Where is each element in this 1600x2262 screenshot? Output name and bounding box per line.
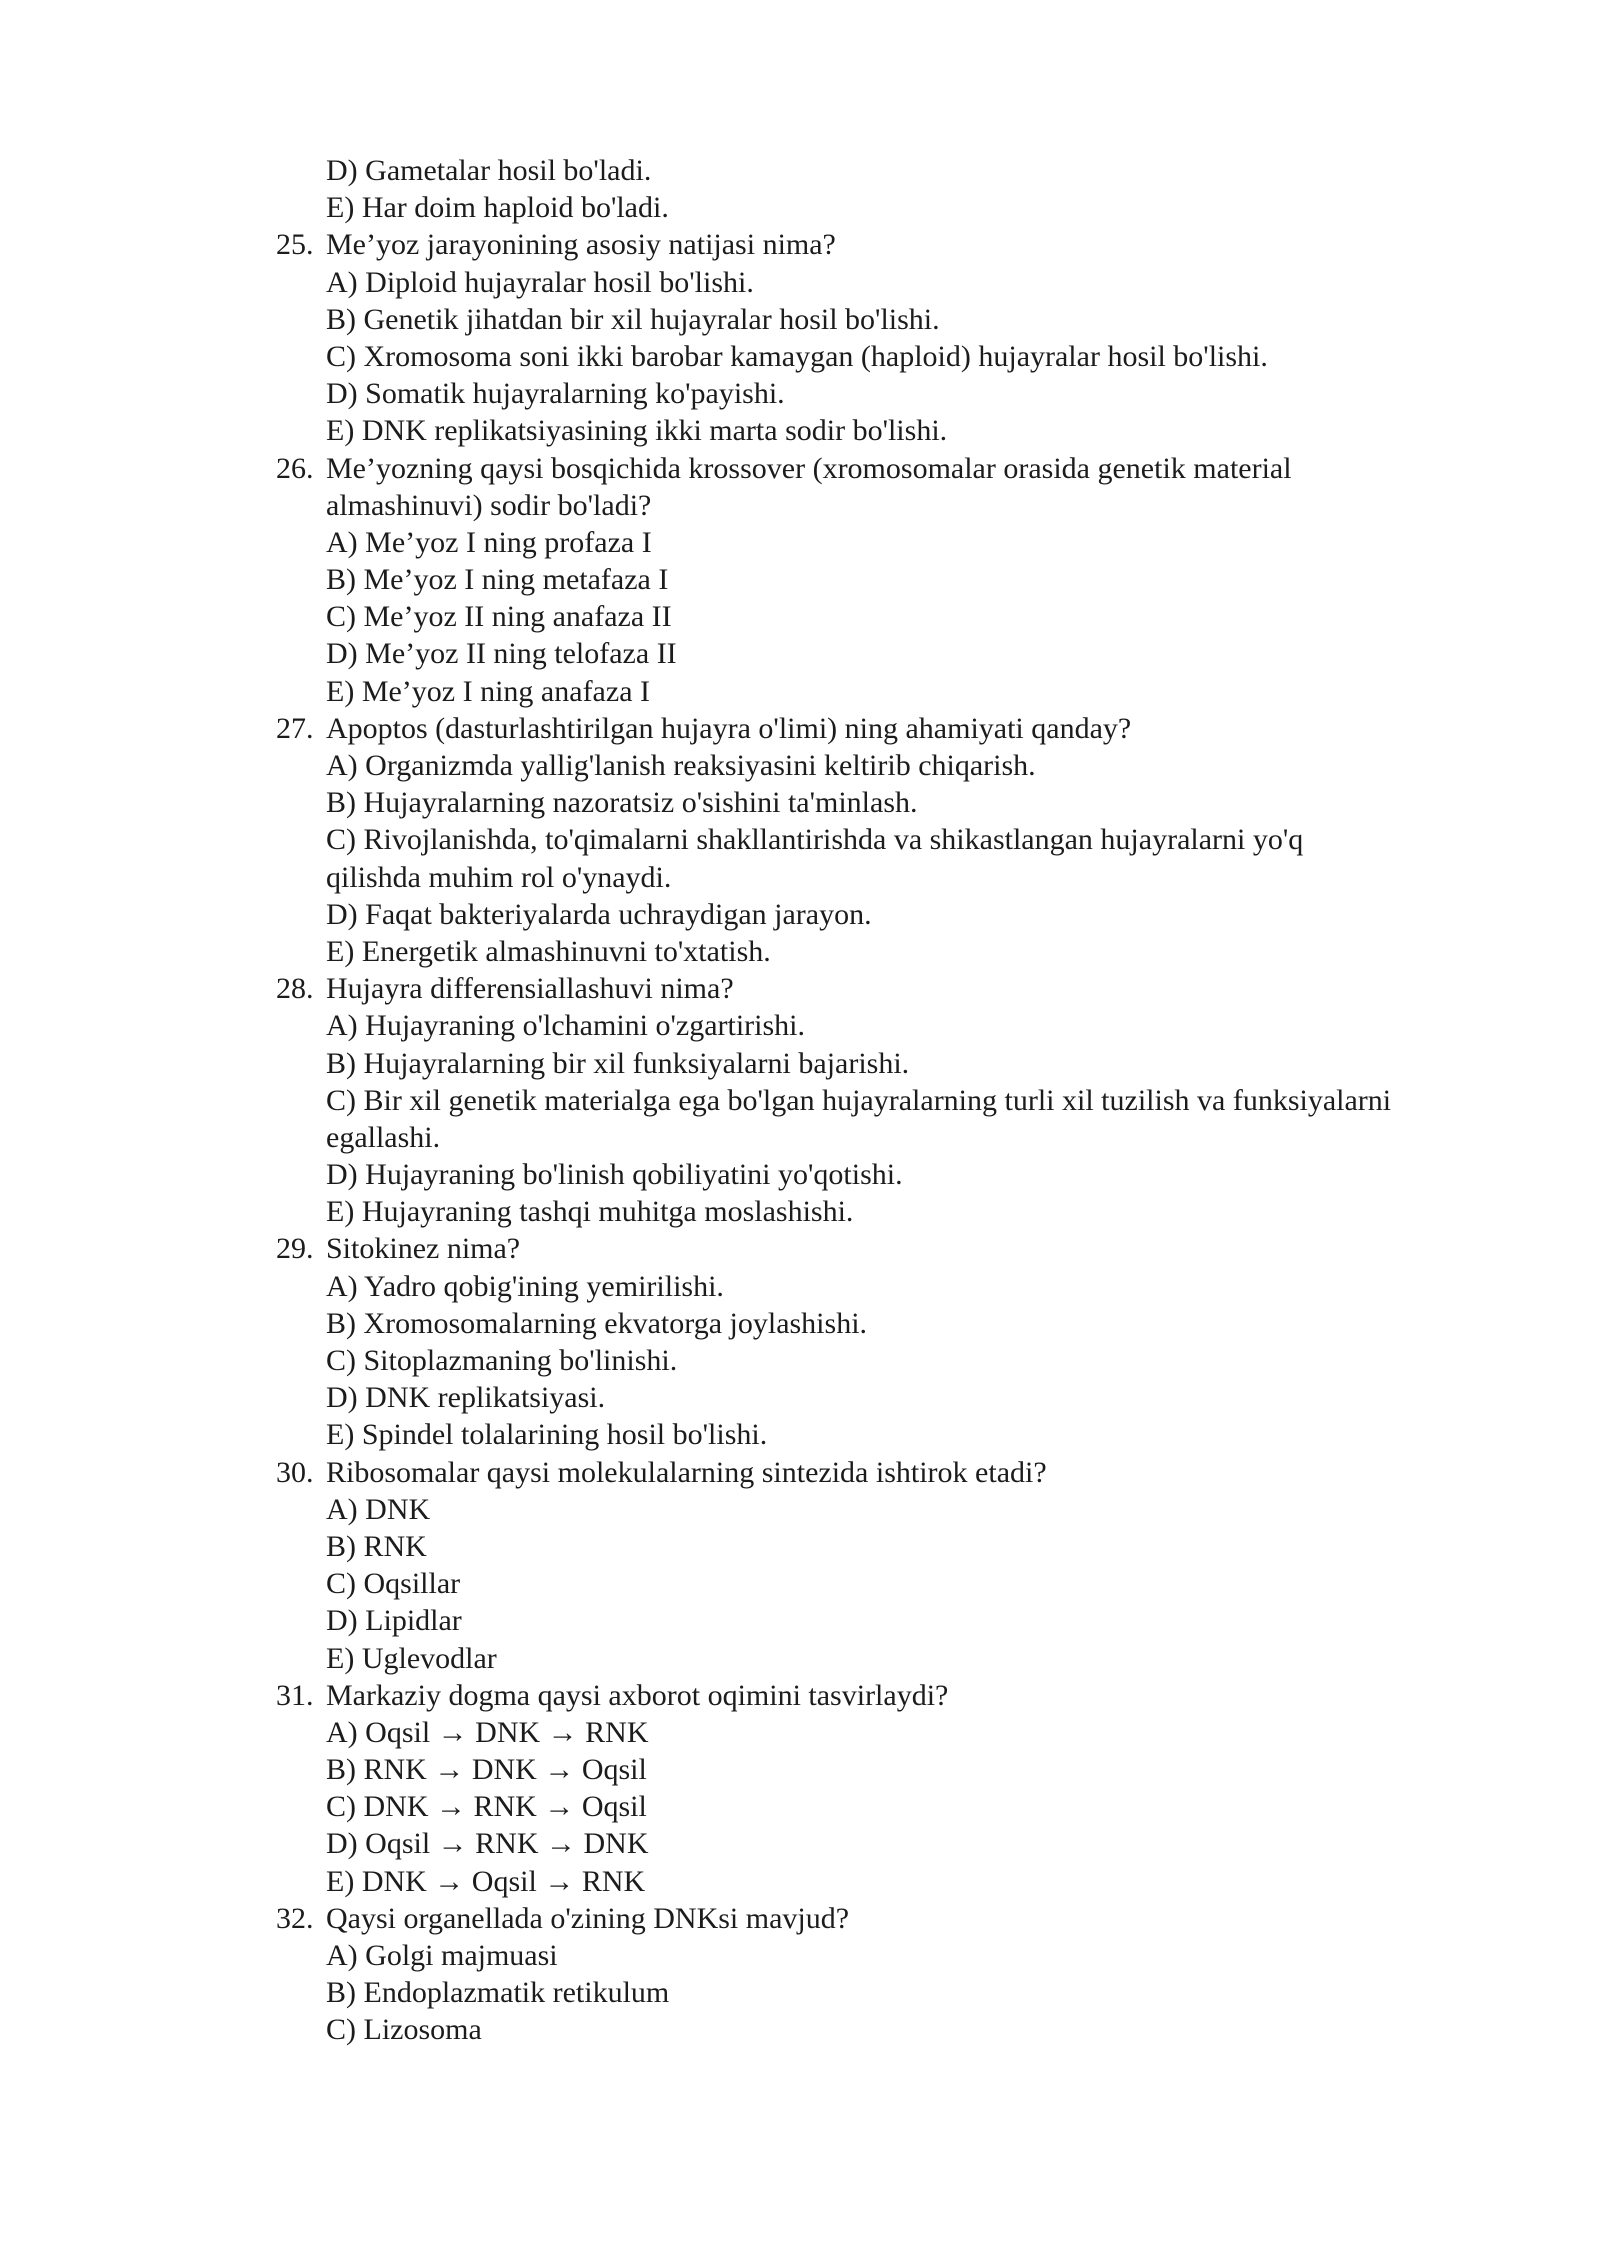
answer-option: B) Xromosomalarning ekvatorga joylashishi. [326, 1306, 868, 1340]
answer-option: A) DNK [326, 1492, 431, 1526]
answer-option: B) Genetik jihatdan bir xil hujayralar hosil bo'lishi. [326, 302, 940, 336]
answer-option: C) Lizosoma [326, 2013, 482, 2047]
answer-option: D) Hujayraning bo'linish qobiliyatini yo'qotishi. [326, 1158, 903, 1192]
answer-option: E) DNK → Oqsil → RNK [326, 1864, 646, 1898]
question-27 [276, 710, 1496, 747]
answer-option: D) Me’yoz II ning telofaza II [326, 637, 677, 671]
answer-option: A) Me’yoz I ning profaza I [326, 525, 652, 559]
question-number: 31. [276, 1678, 314, 1712]
question-number: 26. [276, 451, 314, 485]
answer-option: C) Bir xil genetik materialga ega bo'lgan hujayralarning turli xil tuzilish va funksiyalarni [326, 1083, 1392, 1117]
question-31 [276, 1677, 1496, 1714]
answer-option: D) Faqat bakteriyalarda uchraydigan jarayon. [326, 897, 872, 931]
answer-option: D) Oqsil → RNK → DNK [326, 1827, 649, 1861]
answer-option: B) Hujayralarning nazoratsiz o'sishini ta'minlash. [326, 786, 918, 820]
question-text: Sitokinez nima? [326, 1232, 521, 1266]
answer-option: C) Sitoplazmaning bo'linishi. [326, 1344, 678, 1377]
question-26 [276, 450, 1496, 487]
question-25 [276, 226, 1496, 263]
question-text: Apoptos (dasturlashtirilgan hujayra o'limi) ning ahamiyati qanday? [326, 711, 1132, 745]
question-text: Ribosomalar qaysi molekulalarning sintezida ishtirok etadi? [326, 1455, 1047, 1489]
answer-option-continued: egallashi. [326, 1120, 441, 1154]
answer-option: C) Xromosoma soni ikki barobar kamaygan (haploid) hujayralar hosil bo'lishi. [326, 339, 1268, 373]
answer-option: D) Somatik hujayralarning ko'payishi. [326, 377, 785, 411]
answer-option: D) DNK replikatsiyasi. [326, 1381, 606, 1415]
answer-option: B) Hujayralarning bir xil funksiyalarni bajarishi. [326, 1046, 910, 1080]
question-list [276, 152, 1496, 2049]
answer-option: A) Organizmda yallig'lanish reaksiyasini keltirib chiqarish. [326, 749, 1036, 782]
answer-option: A) Diploid hujayralar hosil bo'lishi. [326, 265, 754, 299]
answer-option: E) DNK replikatsiyasining ikki marta sodir bo'lishi. [326, 414, 948, 448]
answer-option: A) Oqsil → DNK → RNK [326, 1715, 649, 1749]
answer-option: E) Me’yoz I ning anafaza I [326, 674, 650, 708]
question-text: Me’yoz jarayonining asosiy natijasi nima? [326, 228, 836, 262]
answer-option: E) Uglevodlar [326, 1641, 497, 1675]
answer-option: A) Hujayraning o'lchamini o'zgartirishi. [326, 1009, 806, 1043]
answer-option: B) Me’yoz I ning metafaza I [326, 563, 669, 597]
answer-option: E) Energetik almashinuvni to'xtatish. [326, 934, 771, 968]
question-32 [276, 1900, 1496, 1937]
answer-option: D) Gametalar hosil bo'ladi. [326, 154, 652, 187]
question-number: 30. [276, 1455, 314, 1489]
answer-option: A) Yadro qobig'ining yemirilishi. [326, 1269, 724, 1303]
question-number: 29. [276, 1232, 314, 1266]
answer-option: C) DNK → RNK → Oqsil [326, 1790, 647, 1824]
question-28 [276, 970, 1496, 1007]
question-number: 28. [276, 972, 314, 1006]
question-30 [276, 1454, 1496, 1491]
answer-option: C) Rivojlanishda, to'qimalarni shakllantirishda va shikastlangan hujayralarni yo'q [326, 823, 1304, 857]
question-text: Me’yozning qaysi bosqichida krossover (xromosomalar orasida genetik material [326, 451, 1292, 485]
answer-option: B) Endoplazmatik retikulum [326, 1976, 670, 2010]
question-text: Markaziy dogma qaysi axborot oqimini tasvirlaydi? [326, 1678, 949, 1712]
question-number: 25. [276, 228, 314, 262]
answer-option: D) Lipidlar [326, 1604, 462, 1638]
question-number: 27. [276, 711, 314, 745]
answer-option: A) Golgi majmuasi [326, 1939, 558, 1972]
answer-option: E) Hujayraning tashqi muhitga moslashishi. [326, 1195, 854, 1229]
answer-option: C) Me’yoz II ning anafaza II [326, 600, 672, 634]
answer-option: B) RNK [326, 1529, 427, 1563]
answer-option: B) RNK → DNK → Oqsil [326, 1753, 647, 1787]
answer-option: E) Har doim haploid bo'ladi. [326, 191, 669, 225]
question-29 [276, 1230, 1496, 1267]
answer-option: E) Spindel tolalarining hosil bo'lishi. [326, 1418, 768, 1452]
question-number: 32. [276, 1901, 314, 1935]
question-text-continued: almashinuvi) sodir bo'ladi? [326, 488, 652, 522]
answer-option: C) Oqsillar [326, 1567, 461, 1601]
answer-option-continued: qilishda muhim rol o'ynaydi. [326, 860, 672, 894]
question-text: Hujayra differensiallashuvi nima? [326, 972, 734, 1006]
question-text: Qaysi organellada o'zining DNKsi mavjud? [326, 1901, 850, 1935]
